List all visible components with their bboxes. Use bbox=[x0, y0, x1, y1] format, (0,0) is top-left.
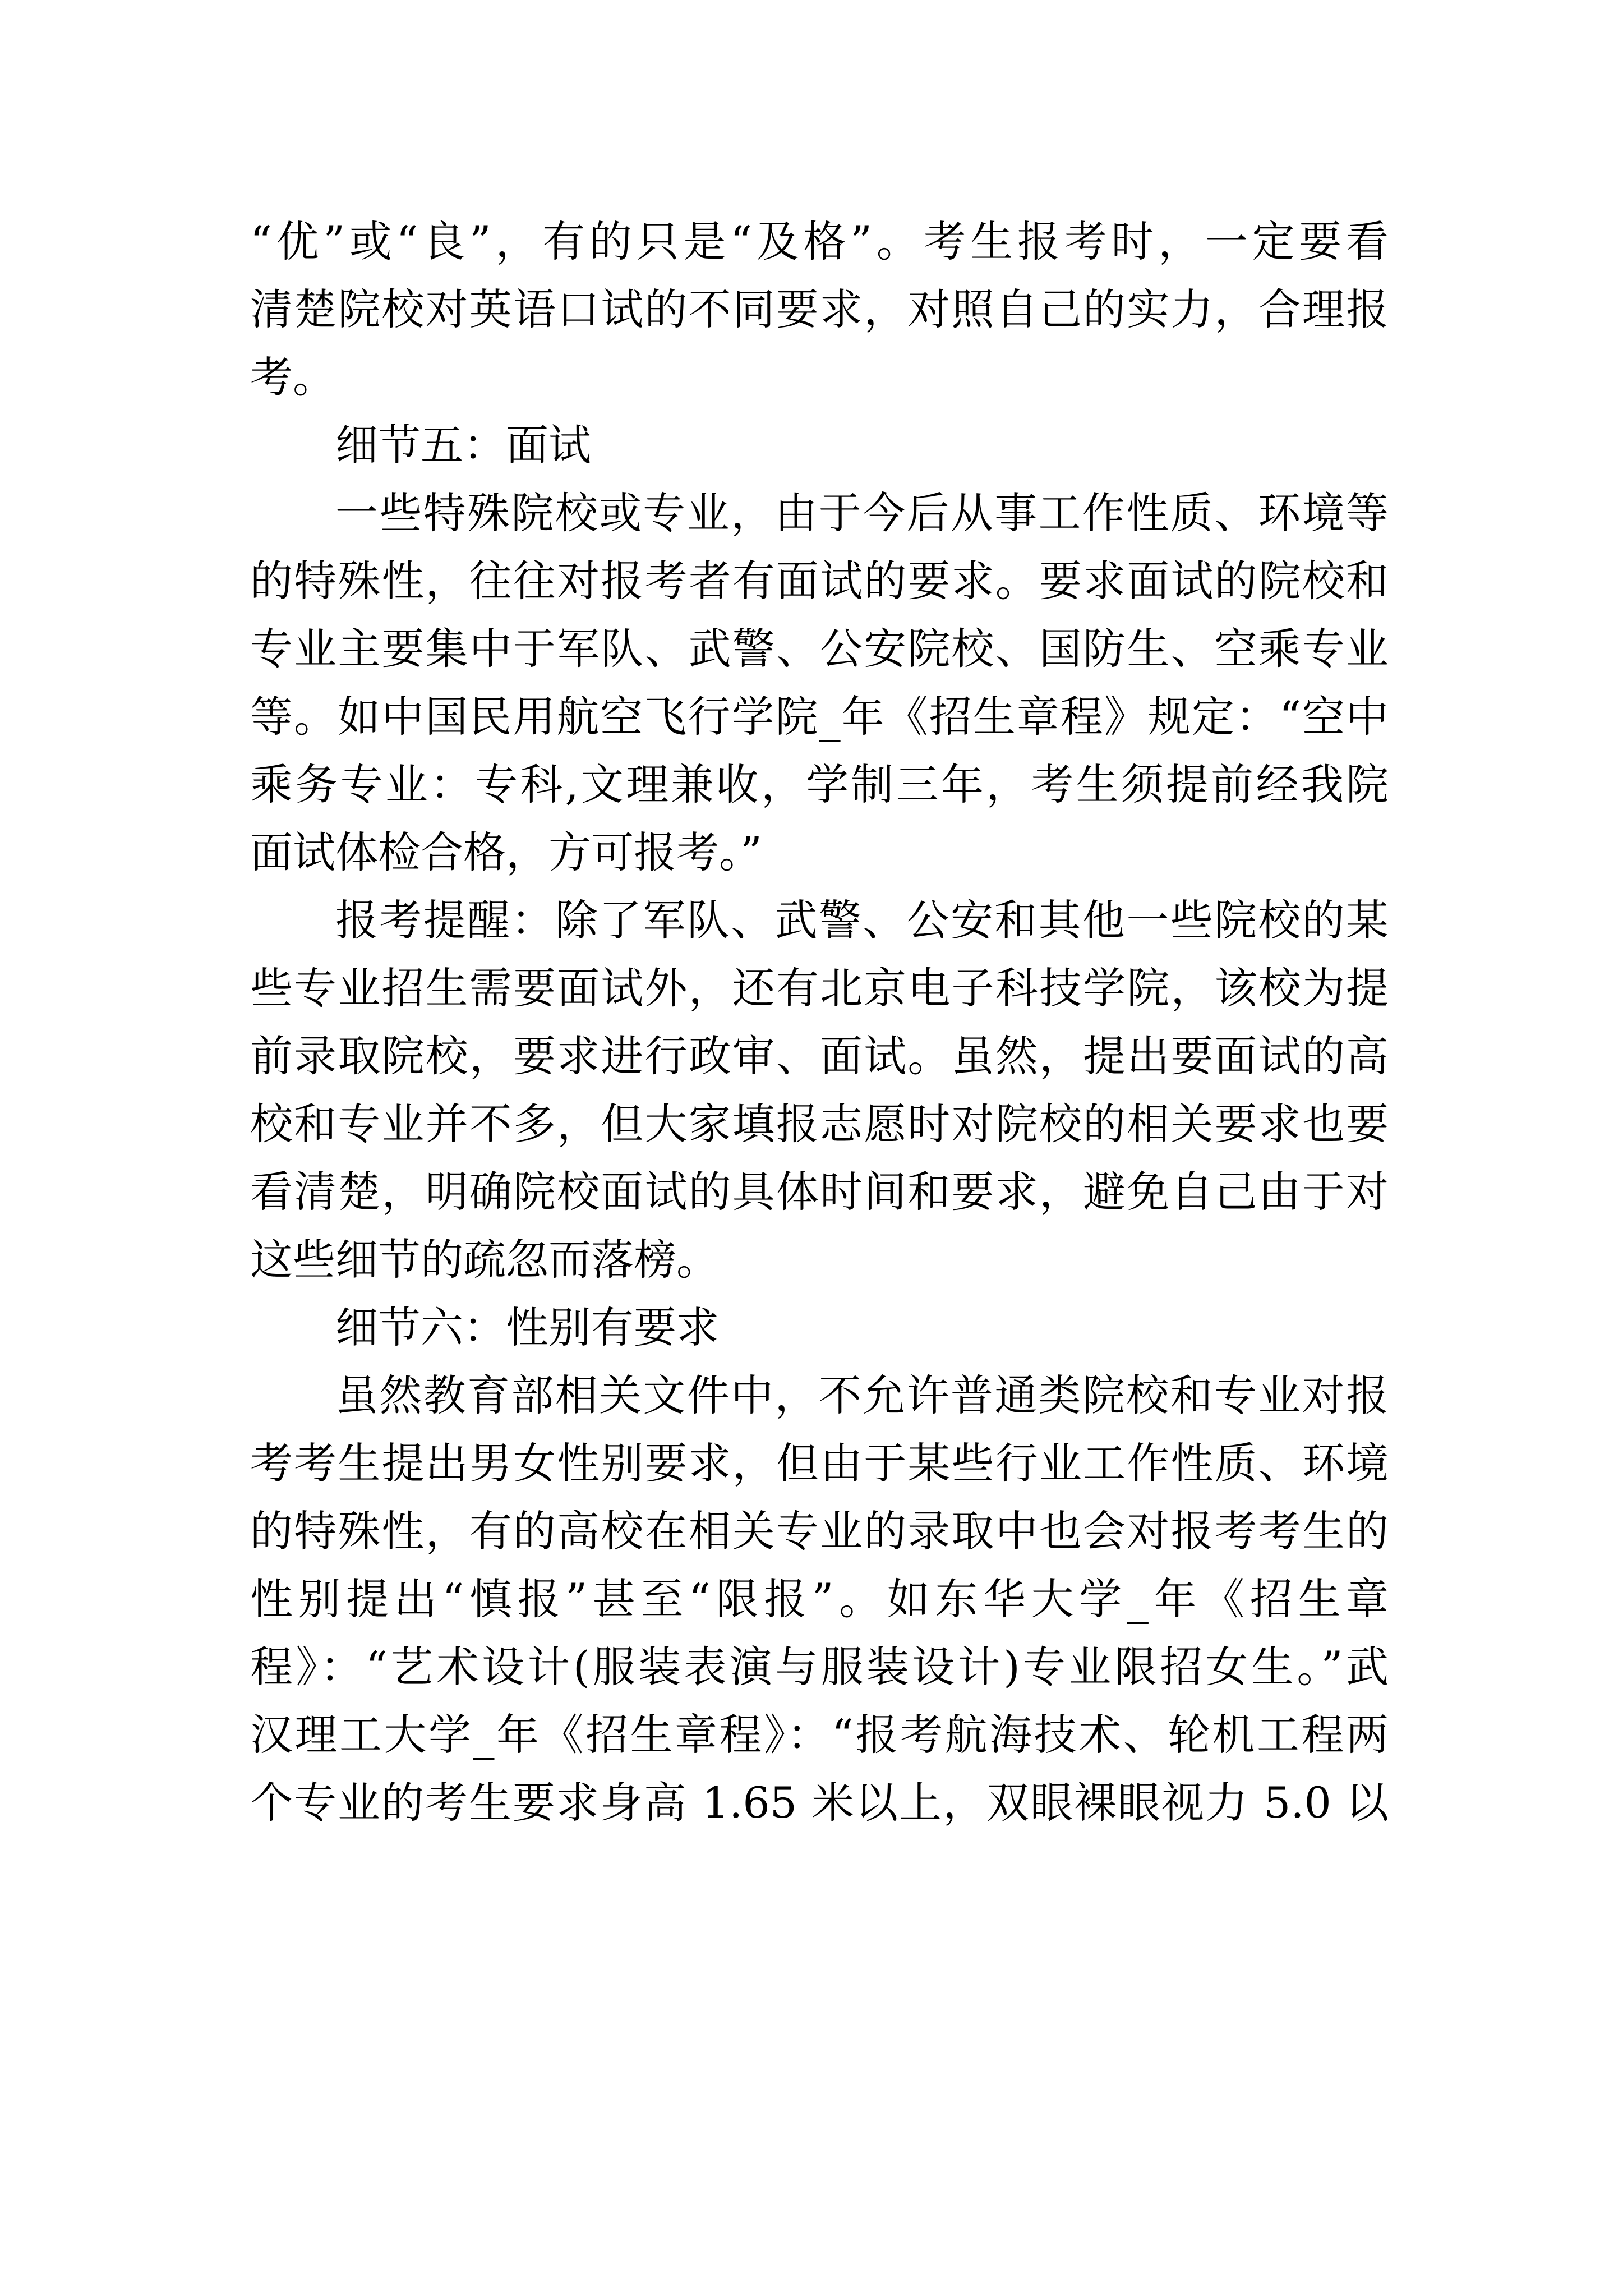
text-line: 看清楚，明确院校面试的具体时间和要求，避免自己由于对 bbox=[250, 1167, 1389, 1217]
text-line: 考。 bbox=[250, 352, 335, 402]
text-line: 汉理工大学_年《招生章程》：“报考航海技术、轮机工程两 bbox=[250, 1710, 1389, 1760]
text-line: 清楚院校对英语口试的不同要求，对照自己的实力，合理报 bbox=[250, 284, 1389, 334]
text-line: 性别提出“慎报”甚至“限报”。如东华大学_年《招生章 bbox=[250, 1574, 1389, 1624]
body-text bbox=[250, 208, 1389, 1837]
text-line: “优”或“良”，有的只是“及格”。考生报考时，一定要看 bbox=[250, 217, 1389, 266]
text-line: 专业主要集中于军队、武警、公安院校、国防生、空乘专业 bbox=[250, 624, 1389, 674]
section-heading: 细节六：性别有要求 bbox=[335, 1303, 719, 1352]
text-line: 程》：“艺术设计(服装表演与服装设计)专业限招女生。”武 bbox=[250, 1642, 1389, 1692]
text-line: 虽然教育部相关文件中，不允许普通类院校和专业对报 bbox=[335, 1370, 1389, 1420]
text-line: 等。如中国民用航空飞行学院_年《招生章程》规定：“空中 bbox=[250, 692, 1389, 742]
text-line: 考考生提出男女性别要求，但由于某些行业工作性质、环境 bbox=[250, 1438, 1389, 1488]
text-line: 报考提醒：除了军队、武警、公安和其他一些院校的某 bbox=[335, 895, 1389, 945]
text-line: 一些特殊院校或专业，由于今后从事工作性质、环境等 bbox=[335, 488, 1389, 538]
text-line: 这些细节的疏忽而落榜。 bbox=[250, 1235, 719, 1285]
section-heading: 细节五：面试 bbox=[335, 420, 591, 470]
text-line: 个专业的考生要求身高 1.65 米以上，双眼裸眼视力 5.0 以 bbox=[250, 1778, 1389, 1828]
text-line: 前录取院校，要求进行政审、面试。虽然，提出要面试的高 bbox=[250, 1031, 1389, 1081]
text-line: 面试体检合格，方可报考。” bbox=[250, 827, 762, 877]
text-line: 校和专业并不多，但大家填报志愿时对院校的相关要求也要 bbox=[250, 1099, 1389, 1149]
text-line: 的特殊性，往往对报考者有面试的要求。要求面试的院校和 bbox=[250, 556, 1389, 606]
text-line: 的特殊性，有的高校在相关专业的录取中也会对报考考生的 bbox=[250, 1506, 1389, 1556]
text-line: 乘务专业：专科,文理兼收，学制三年，考生须提前经我院 bbox=[250, 760, 1389, 809]
text-line: 些专业招生需要面试外，还有北京电子科技学院，该校为提 bbox=[250, 963, 1389, 1013]
